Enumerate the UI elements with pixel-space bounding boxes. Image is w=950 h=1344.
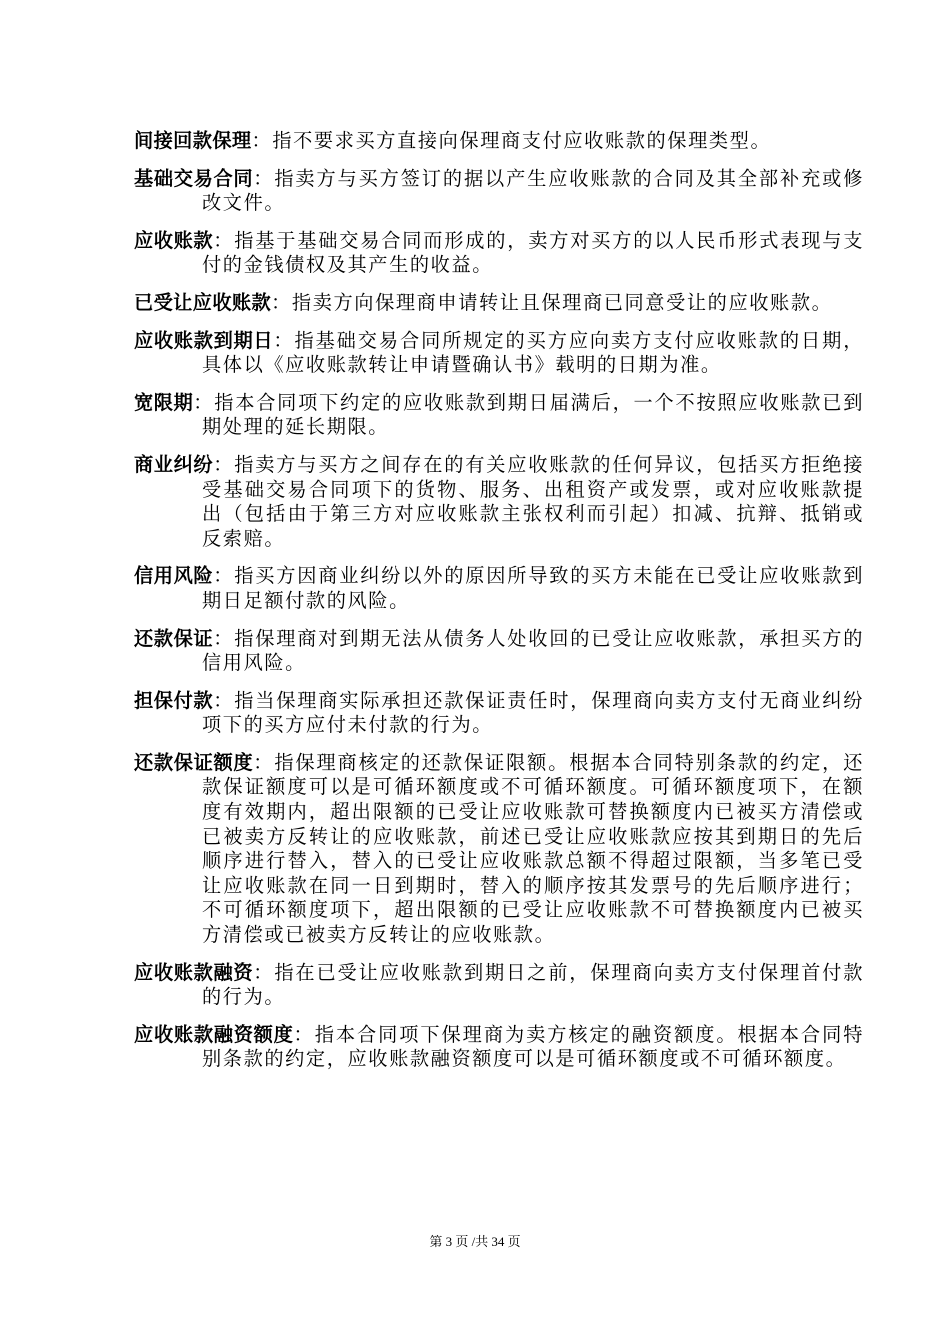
definition-term: 基础交易合同 [134, 166, 254, 190]
definition-text: 指卖方与买方签订的据以产生应收账款的合同及其全部补充或修改文件。 [202, 166, 864, 215]
term-separator: ： [213, 452, 235, 476]
definition-entry [134, 229, 864, 278]
definition-term: 应收账款融资 [134, 960, 254, 984]
definition-term: 信用风险 [134, 564, 214, 588]
definition-text: 指本合同项下约定的应收账款到期日届满后，一个不按照应收账款已到期处理的延长期限。 [202, 390, 864, 439]
definition-term: 还款保证额度 [134, 750, 254, 774]
definition-text: 指在已受让应收账款到期日之前，保理商向卖方支付保理首付款的行为。 [202, 960, 864, 1009]
definition-text: 指保理商核定的还款保证限额。根据本合同特别条款的约定，还款保证额度可以是可循环额度或不可循环额度。可循环额度项下，在额度有效期内，超出限额的已受让应收账款可替换额度内已被买方清偿或已被卖方反转让的应收账款，前述已受让应收账款应按其到期日的先后顺序进行替入，替入的已受让应收账款总额不得超过限额，当多笔已受让应收账款在同一日到期时，替入的顺序按其发票号的先后顺序进行；不可循环额度项下，超出限额的已受让应收账款不可替换额度内已被买方清偿或已被卖方反转让的应收账款。 [202, 750, 864, 947]
definition-text: 指本合同项下保理商为卖方核定的融资额度。根据本合同特别条款的约定，应收账款融资额度可以是可循环额度或不可循环额度。 [202, 1022, 864, 1071]
definition-entry [134, 689, 864, 738]
definition-text: 指保理商对到期无法从债务人处收回的已受让应收账款，承担买方的信用风险。 [202, 626, 864, 675]
definitions-list [134, 129, 864, 1085]
definition-entry [134, 627, 864, 676]
definition-entry [134, 453, 864, 551]
definition-entry [134, 391, 864, 440]
definition-text: 指基础交易合同所规定的买方应向卖方支付应收账款的日期，具体以《应收账款转让申请暨确认书》载明的日期为准。 [202, 328, 864, 377]
definition-entry [134, 291, 864, 316]
definition-term: 已受让应收账款 [134, 290, 272, 314]
page-number-footer: 第 3 页 /共 34 页 [429, 1234, 521, 1249]
definition-term: 应收账款融资额度 [134, 1022, 294, 1046]
definition-entry [134, 751, 864, 948]
definition-term: 应收账款到期日 [134, 328, 274, 352]
definition-term: 还款保证 [134, 626, 214, 650]
definition-text: 指基于基础交易合同而形成的，卖方对买方的以人民币形式表现与支付的金钱债权及其产生的收益。 [202, 228, 864, 277]
term-separator: ： [253, 166, 275, 190]
definition-text: 指不要求买方直接向保理商支付应收账款的保理类型。 [272, 129, 772, 152]
definition-text: 指当保理商实际承担还款保证责任时，保理商向卖方支付无商业纠纷项下的买方应付未付款的行为。 [202, 688, 864, 737]
definition-entry [134, 329, 864, 378]
definition-text: 指卖方向保理商申请转让且保理商已同意受让的应收账款。 [291, 290, 833, 314]
term-separator: ： [251, 129, 273, 152]
term-separator: ： [273, 328, 295, 352]
definition-term: 宽限期 [134, 390, 194, 414]
term-separator: ： [271, 290, 292, 314]
definition-text: 指买方因商业纠纷以外的原因所导致的买方未能在已受让应收账款到期日足额付款的风险。 [202, 564, 864, 612]
term-separator: ： [193, 390, 215, 414]
definition-term: 商业纠纷 [134, 452, 214, 476]
term-separator: ： [213, 626, 235, 650]
definition-entry [134, 167, 864, 216]
definition-entry [134, 961, 864, 1010]
term-separator: ： [213, 228, 235, 252]
definition-entry [134, 1023, 864, 1072]
definition-entry [134, 564, 864, 613]
term-separator: ： [213, 564, 235, 588]
definition-term: 应收账款 [134, 228, 214, 252]
definition-entry [134, 129, 864, 154]
term-separator: ： [253, 750, 275, 774]
term-separator: ： [213, 688, 235, 712]
term-separator: ： [293, 1022, 315, 1046]
definition-term: 间接回款保理 [134, 129, 252, 152]
definition-text: 指卖方与买方之间存在的有关应收账款的任何异议，包括买方拒绝接受基础交易合同项下的货物、服务、出租资产或发票，或对应收账款提出（包括由于第三方对应收账款主张权利而引起）扣减、抗辩、抵销或反索赔。 [202, 452, 864, 550]
term-separator: ： [253, 960, 275, 984]
definition-term: 担保付款 [134, 688, 214, 712]
